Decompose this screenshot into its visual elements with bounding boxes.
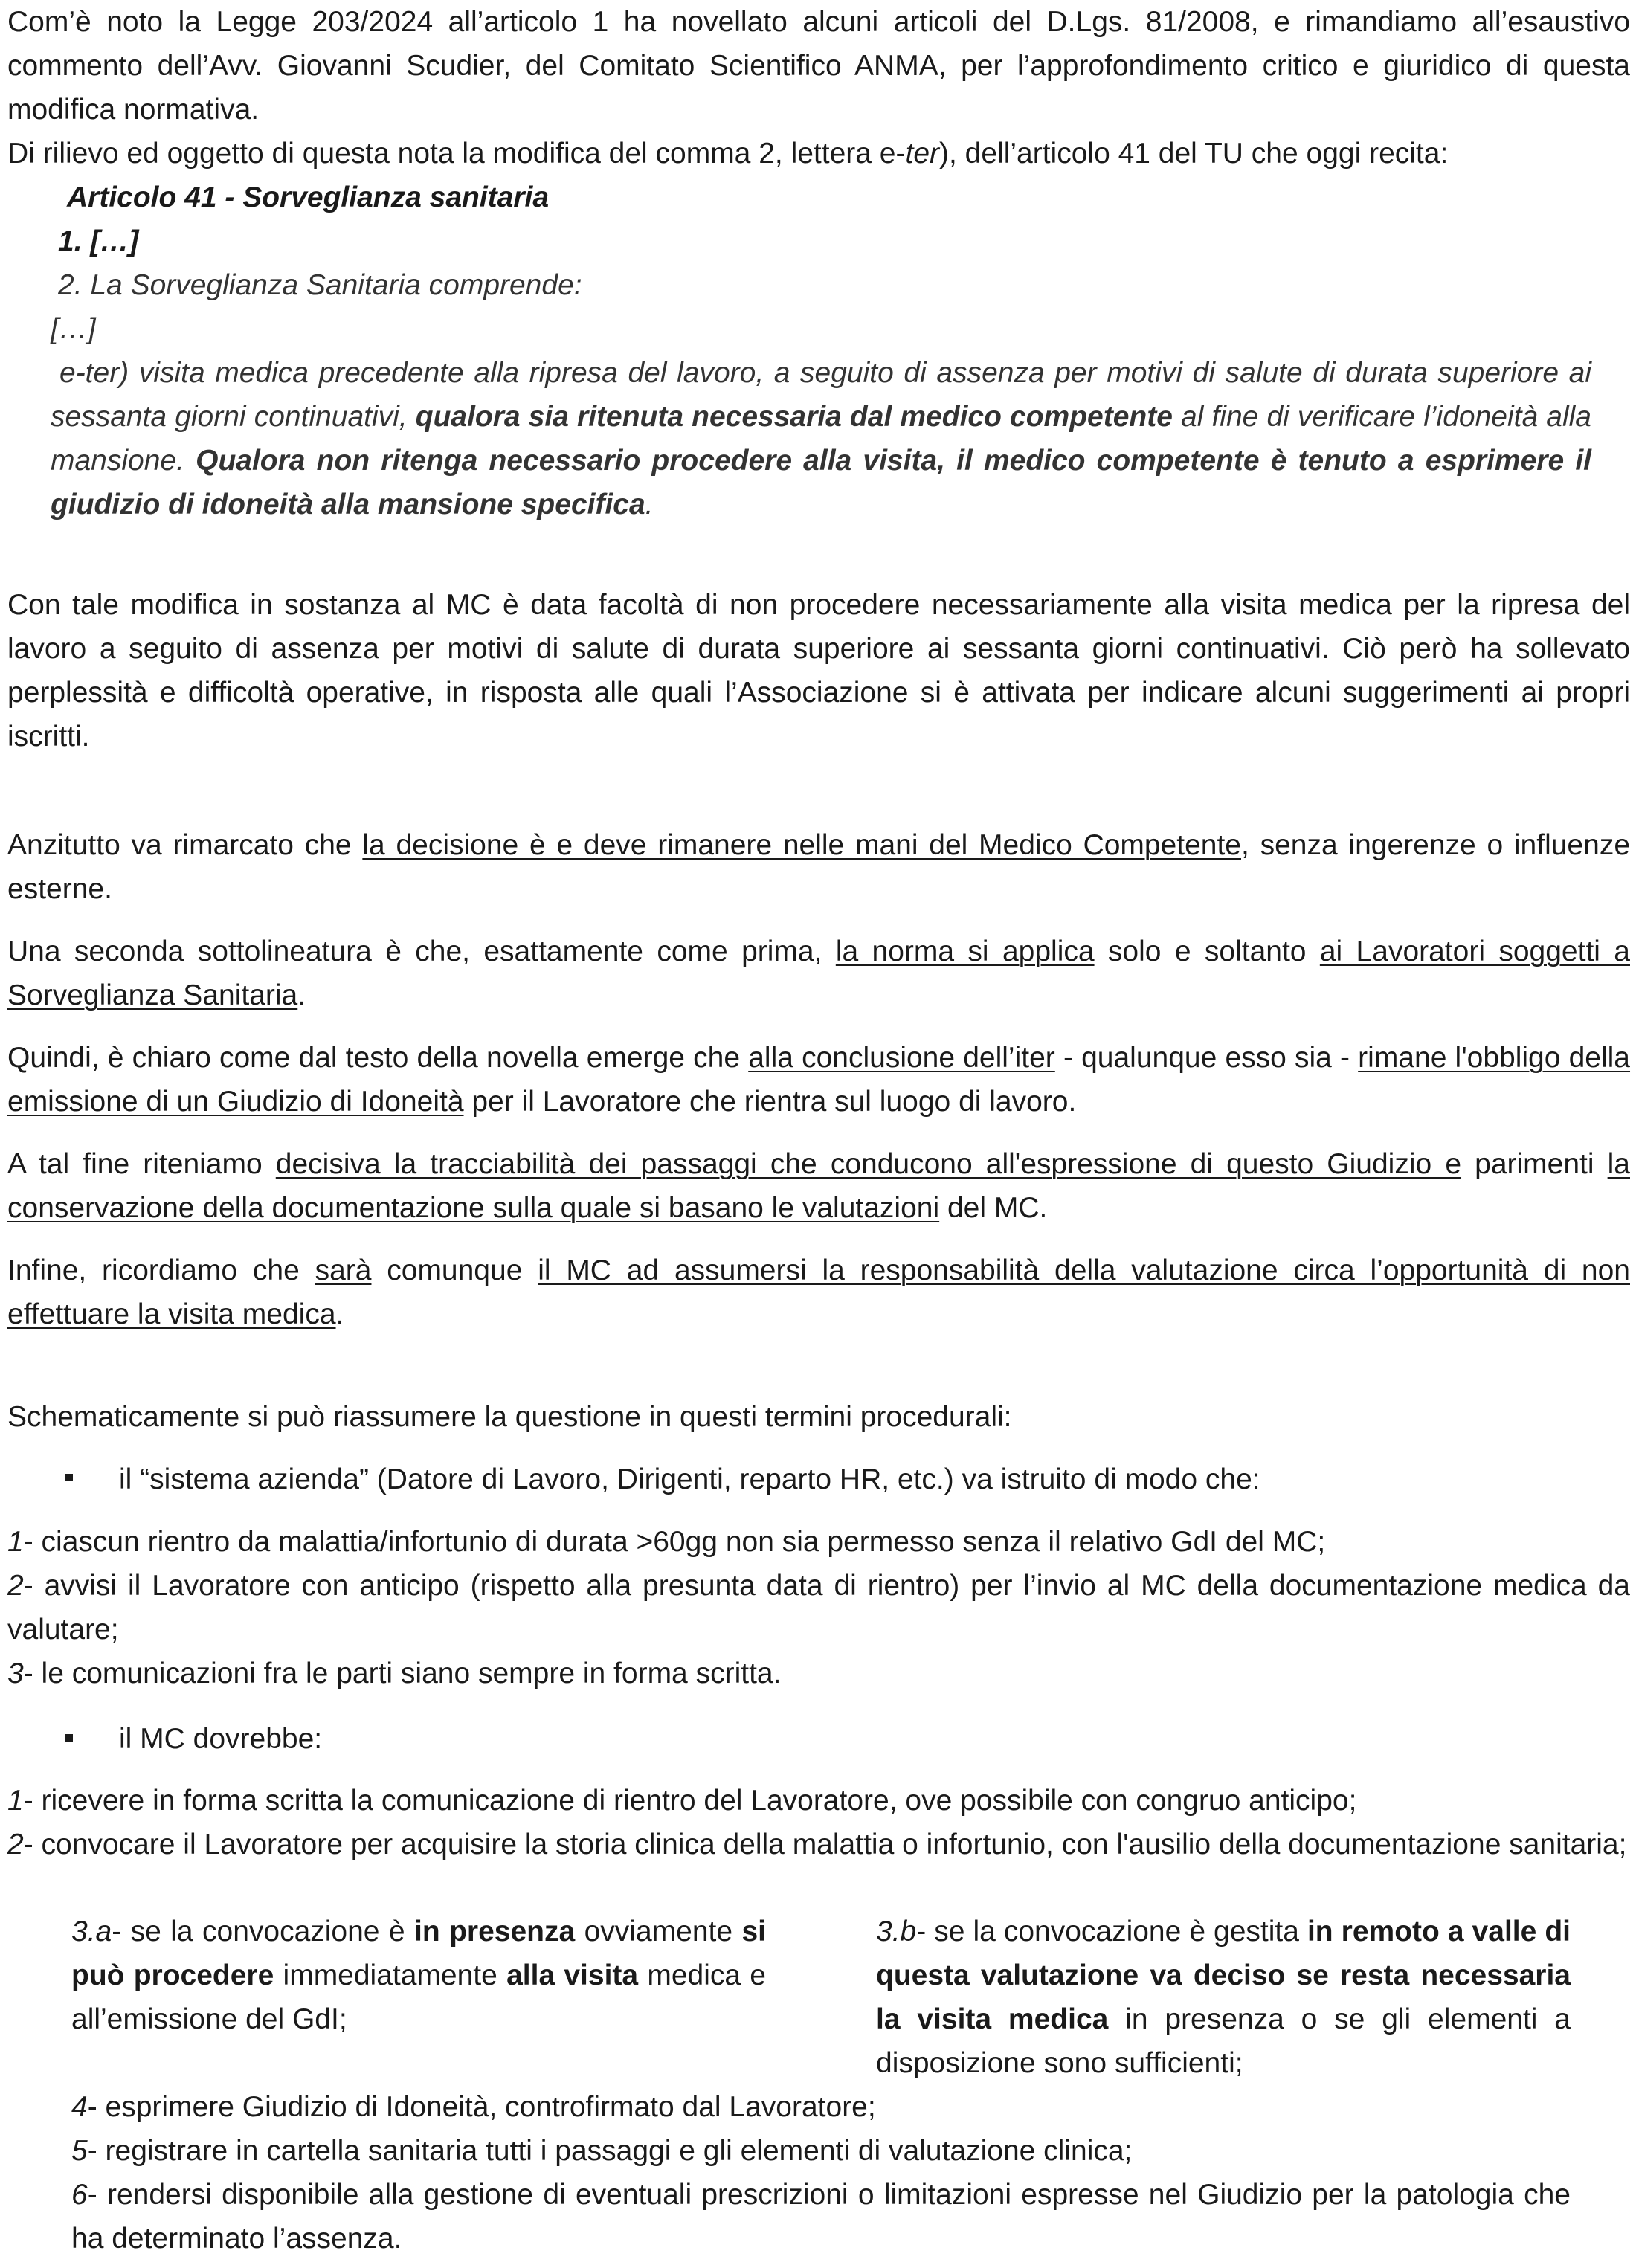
mc-item-3b-column: [876, 1910, 1571, 2085]
square-bullet-icon: [65, 1734, 73, 1742]
p8-text-b: comunque: [371, 1254, 538, 1286]
p7-text-b: parimenti: [1461, 1148, 1608, 1180]
step-number: 2: [7, 1829, 24, 1861]
p6-text-b: - qualunque esso sia -: [1054, 1042, 1359, 1074]
p7-underline-b: la conservazione della documentazione sulla quale si basano le valutazioni: [7, 1148, 1630, 1224]
intro-ref-ter: ter: [905, 138, 939, 170]
mc-item-5: [71, 2129, 1571, 2173]
p5-underline-b: ai Lavoratori soggetti a Sorveglianza Sanitaria: [7, 935, 1630, 1011]
step-text: - ciascun rientro da malattia/infortunio di durata >60gg non sia permesso senza il relativo GdI del MC;: [23, 1526, 1326, 1558]
square-bullet-icon: [65, 1474, 73, 1481]
article-title: Articolo 41 - Sorveglianza sanitaria: [67, 181, 550, 213]
step-number: 1: [7, 1526, 24, 1558]
step-number: 3: [7, 1657, 24, 1689]
p6-underline-b: rimane l'obbligo della emissione di un Giudizio di Idoneità: [7, 1042, 1631, 1118]
step-number: 4: [71, 2091, 88, 2123]
p4-text-b: , senza ingerenze o influenze esterne.: [7, 829, 1631, 905]
step-number: 5: [71, 2135, 88, 2167]
mc-item-3a-column: [71, 1910, 766, 2041]
azienda-item-3: [7, 1652, 1630, 1695]
p4-text-a: Anzitutto va rimarcato che: [7, 829, 363, 861]
p7-text-c: del MC.: [939, 1192, 1048, 1224]
mc-item-6: [71, 2173, 1571, 2261]
eter-bold-a: qualora sia ritenuta necessaria dal medico competente: [415, 401, 1173, 433]
bullet-azienda: il “sistema azienda” (Datore di Lavoro, Dirigenti, reparto HR, etc.) va istruito di modo che:: [119, 1463, 1260, 1495]
article-comma-1: 1. […]: [58, 225, 139, 257]
col-a-bold-c: alla visita: [506, 1959, 639, 1991]
step-number: 3.a: [71, 1916, 112, 1948]
step-text: - avvisi il Lavoratore con anticipo (rispetto alla presunta data di rientro) per l’invio al MC della documentazione medica da valutare;: [7, 1570, 1630, 1646]
traceability-paragraph: [7, 1142, 1630, 1230]
intro-ref-text-b: ), dell’articolo 41 del TU che oggi recita:: [939, 138, 1449, 170]
p5-text-a: Una seconda sottolineatura è che, esattamente come prima,: [7, 935, 836, 967]
col-b-text-a: - se la convocazione è gestita: [916, 1916, 1307, 1948]
col-a-text-a: - se la convocazione è: [112, 1916, 415, 1948]
step-text: - rendersi disponibile alla gestione di eventuali prescrizioni o limitazioni espresse nel Giudizio per la patologia che ha determinato l’assenza.: [71, 2179, 1571, 2255]
col-a-text-d: medica e all’emissione del GdI;: [71, 1959, 766, 2035]
p8-underline-a: sarà: [315, 1254, 372, 1286]
step-number: 2: [7, 1570, 24, 1602]
step-number: 3.b: [876, 1916, 917, 1948]
p5-text-c: .: [297, 979, 306, 1011]
step-text: - registrare in cartella sanitaria tutti i passaggi e gli elementi di valutazione clinica;: [87, 2135, 1133, 2167]
col-a-text-c: immediatamente: [274, 1959, 507, 1991]
article-ellipsis: […]: [51, 313, 96, 345]
step-text: - ricevere in forma scritta la comunicazione di rientro del Lavoratore, ove possibile con congruo anticipo;: [23, 1785, 1357, 1817]
step-text: - convocare il Lavoratore per acquisire la storia clinica della malattia o infortunio, con l'ausilio della documentazione sanitaria;: [23, 1829, 1627, 1861]
p6-text-c: per il Lavoratore che rientra sul luogo di lavoro.: [463, 1086, 1077, 1118]
col-b-text-b: in presenza o se gli elementi a disposizione sono sufficienti;: [876, 2003, 1571, 2079]
p7-underline-a: decisiva la tracciabilità dei passaggi che conducono all'espressione di questo Giudizio e: [275, 1148, 1462, 1180]
modification-paragraph: Con tale modifica in sostanza al MC è data facoltà di non procedere necessariamente alla visita medica per la ripresa del lavoro a seguito di assenza per motivi di salute di durata superiore ai sessanta giorni continuativi. Ciò però ha sollevato perplessità e difficoltà operative, in risposta alle quali l’Associazione si è attivata per indicare alcuni suggerimenti ai propri iscritti.: [7, 589, 1630, 753]
step-number: 6: [71, 2179, 88, 2211]
step-text: - le comunicazioni fra le parti siano sempre in forma scritta.: [23, 1657, 782, 1689]
col-b-bold: in remoto a valle di questa valutazione va deciso se resta necessaria la visita medica: [876, 1916, 1571, 2035]
bullet-mc: il MC dovrebbe:: [119, 1723, 323, 1755]
p6-text-a: Quindi, è chiaro come dal testo della novella emerge che: [7, 1042, 749, 1074]
mc-item-2: [7, 1823, 1630, 1866]
obligation-paragraph: [7, 1036, 1630, 1124]
eter-bold-b: Qualora non ritenga necessario procedere alla visita, il medico competente è tenuto a esprimere il giudizio di idoneità alla mansione specifica: [51, 445, 1591, 521]
azienda-item-1: [7, 1520, 1630, 1564]
article-letter-eter: [51, 351, 1591, 526]
step-text: - esprimere Giudizio di Idoneità, controfirmato dal Lavoratore;: [87, 2091, 876, 2123]
intro-paragraph: [7, 0, 1630, 132]
decision-paragraph: [7, 823, 1630, 911]
p8-underline-b: il MC ad assumersi la responsabilità della valutazione circa l’opportunità di non effettuare la visita medica: [7, 1254, 1630, 1330]
scope-paragraph: [7, 930, 1630, 1017]
col-a-bold-b: si può procedere: [71, 1916, 767, 1991]
intro-reference-paragraph: [7, 132, 1630, 175]
p8-text-a: Infine, ricordiamo che: [7, 1254, 315, 1286]
p4-underline: la decisione è e deve rimanere nelle mani del Medico Competente: [362, 829, 1241, 861]
mc-item-4: [71, 2085, 1571, 2129]
p7-text-a: A tal fine riteniamo: [7, 1148, 276, 1180]
col-a-text-b: ovviamente: [575, 1916, 742, 1948]
step-number: 1: [7, 1785, 24, 1817]
intro-ref-text-a: Di rilievo ed oggetto di questa nota la modifica del comma 2, lettera e-: [7, 138, 906, 170]
p5-underline-a: la norma si applica: [835, 935, 1095, 967]
article-comma-2: 2. La Sorveglianza Sanitaria comprende:: [58, 269, 582, 301]
mc-item-1: [7, 1779, 1630, 1823]
intro-text: Com’è noto la Legge 203/2024 all’articolo 1 ha novellato alcuni articoli del D.Lgs. 81/2008, e rimandiamo all’esaustivo commento dell’Avv. Giovanni Scudier, del Comitato Scientifico ANMA, per l’approfondimento critico e giuridico di questa modifica normativa.: [7, 6, 1630, 126]
p5-text-b: solo e soltanto: [1094, 935, 1320, 967]
eter-text-a: e-ter) visita medica precedente alla ripresa del lavoro, a seguito di assenza per motivi di salute di durata superiore ai sessanta giorni continuativi,: [51, 357, 1591, 433]
azienda-item-2: [7, 1564, 1630, 1652]
responsibility-paragraph: [7, 1249, 1630, 1336]
p8-text-c: .: [335, 1298, 344, 1330]
col-a-bold-a: in presenza: [414, 1916, 576, 1948]
summary-intro: Schematicamente si può riassumere la questione in questi termini procedurali:: [7, 1401, 1012, 1433]
eter-text-b: al fine di verificare l’idoneità alla mansione.: [51, 401, 1591, 477]
p6-underline-a: alla conclusione dell’iter: [748, 1042, 1055, 1074]
eter-text-c: .: [645, 489, 654, 521]
